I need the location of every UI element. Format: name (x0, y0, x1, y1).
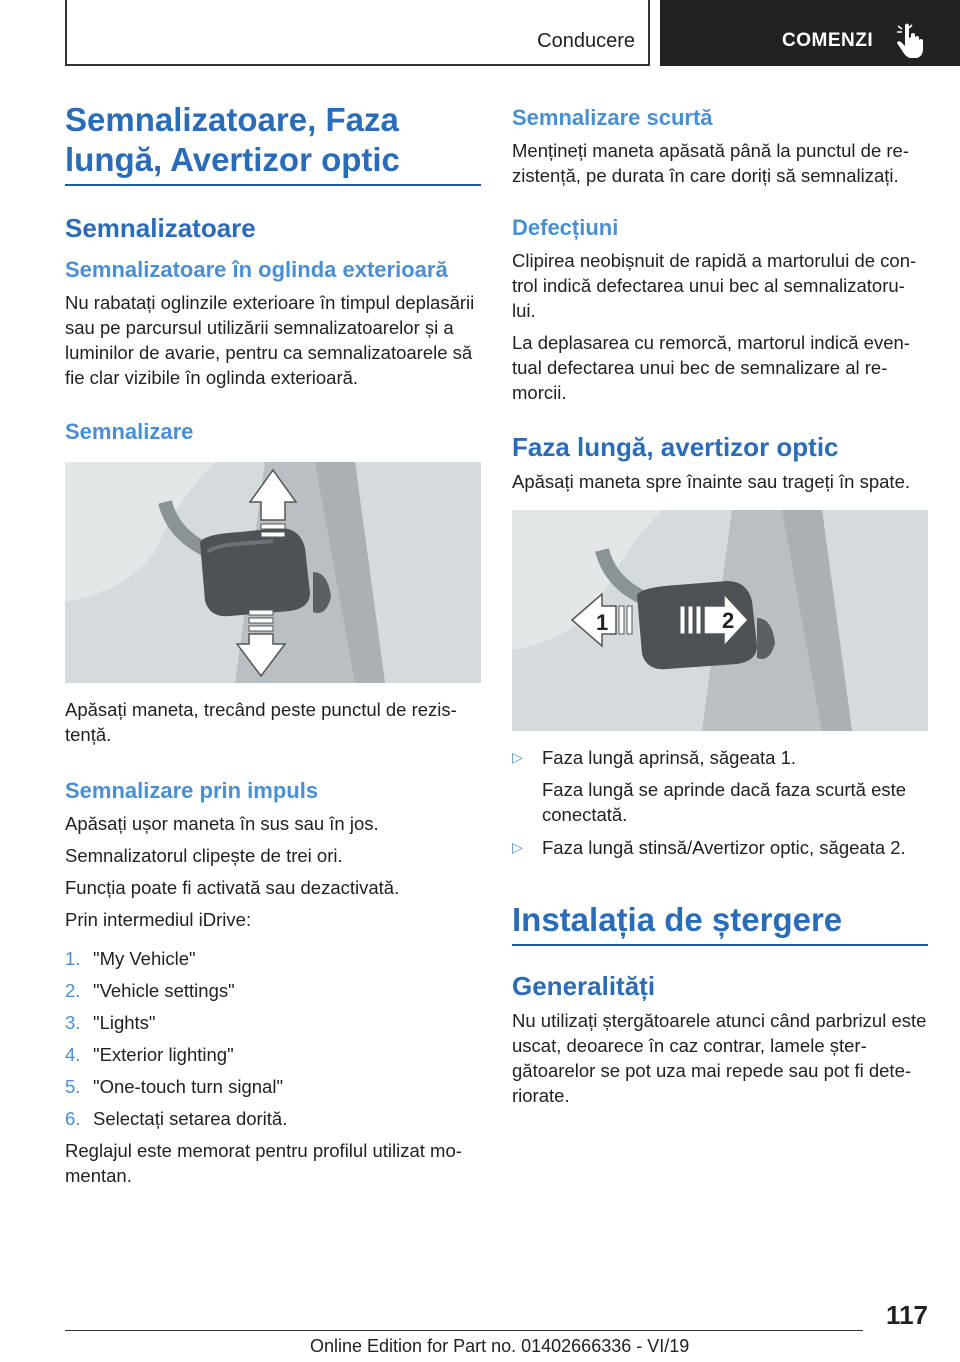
list-item (512, 835, 928, 860)
list-item-number: 6. (65, 1108, 81, 1129)
triangle-bullet-icon: ▷ (512, 839, 523, 855)
page-title: Semnalizatoare, Faza lungă, Avertizor optic (65, 101, 400, 178)
heading-mirror-signals: Semnalizatoare în oglinda exterioară (65, 257, 448, 282)
paragraph-mirror-signals: Nu rabatați oglinzile exterioare în timpul deplasării sau pe parcursul utilizării semnalizatoarelor și a luminilor de avarie, pentru ca semnalizatoarele să fie clar vizibile în oglinda exterioară. (65, 292, 475, 388)
turn-signal-lever-illustration (65, 462, 481, 683)
left-column (65, 100, 481, 1188)
bullet-main-text: Faza lungă aprinsă, săgeata 1. (542, 747, 797, 768)
header-section-label: Conducere (537, 30, 635, 52)
header-chapter-label: COMENZI (782, 30, 874, 51)
hand-pointer-icon (896, 22, 926, 58)
high-beam-lever-figure (512, 510, 928, 731)
paragraph-saved: Reglajul este memorat pentru profilul utilizat mo‐mentan. (65, 1140, 462, 1186)
list-item (65, 1042, 481, 1067)
heading-signals: Semnalizatoare (65, 213, 256, 243)
list-item-number: 2. (65, 980, 81, 1001)
paragraph-high-beam: Apăsați maneta spre înainte sau trageți în spate. (512, 471, 910, 492)
paragraph-faults-1: Clipirea neobișnuit de rapidă a martorului de con‐trol indică defectarea unui bec al semnalizatoru‐lui. (512, 250, 917, 321)
paragraph-general: Nu utilizați ștergătoarele atunci când parbrizul este uscat, deoarece în caz contrar, lamele șter‐gătoarelor se pot uza mai repede sau pot fi dete‐riorate. (512, 1010, 927, 1106)
wiper-title-rule (512, 944, 928, 946)
paragraph-impulse-4: Prin intermediul iDrive: (65, 909, 252, 930)
footer-rule (65, 1330, 863, 1331)
idrive-steps-list (65, 946, 481, 1131)
heading-short-signal: Semnalizare scurtă (512, 105, 713, 130)
list-item-number: 4. (65, 1044, 81, 1065)
list-item-text: "Lights" (93, 1012, 156, 1033)
list-item-number: 1. (65, 948, 81, 969)
heading-general: Generalități (512, 971, 656, 1001)
list-item-text: "Vehicle settings" (93, 980, 235, 1001)
arrow-label-1: 1 (596, 610, 609, 635)
turn-signal-lever-figure (65, 462, 481, 683)
bullet-sub-text: Faza lungă se aprinde dacă faza scurtă este conectată. (542, 779, 907, 825)
header-rule-left (65, 0, 67, 66)
list-item (512, 745, 928, 827)
list-item-text: Selectați setarea dorită. (93, 1108, 288, 1129)
arrow-label-2: 2 (722, 608, 735, 633)
heading-impulse: Semnalizare prin impuls (65, 778, 319, 803)
heading-signal: Semnalizare (65, 419, 194, 444)
paragraph-impulse-1: Apăsați ușor maneta în sus sau în jos. (65, 813, 379, 834)
list-item-text: "My Vehicle" (93, 948, 196, 969)
page-number: 117 (886, 1300, 928, 1330)
header-rule-bottom (65, 64, 650, 66)
paragraph-short-signal: Mențineți maneta apăsată până la punctul de re‐zistență, pe durata în care doriți să semnalizați. (512, 140, 909, 186)
list-item-number: 5. (65, 1076, 81, 1097)
header-chapter-tab[interactable] (660, 0, 960, 66)
list-item-text: "Exterior lighting" (93, 1044, 234, 1065)
triangle-bullet-icon: ▷ (512, 749, 523, 765)
list-item (65, 978, 481, 1003)
list-item (65, 1074, 481, 1099)
paragraph-signal: Apăsați maneta, trecând peste punctul de rezis‐tență. (65, 699, 457, 745)
paragraph-faults-2: La deplasarea cu remorcă, martorul indică even‐tual defectarea unui bec de semnalizare al re‐morcii. (512, 332, 910, 403)
high-beam-bullets (512, 745, 928, 860)
section-title-wiper: Instalația de ștergere (512, 901, 843, 938)
heading-faults: Defecțiuni (512, 215, 619, 240)
header-rule-mid (648, 0, 650, 66)
paragraph-impulse-2: Semnalizatorul clipește de trei ori. (65, 845, 343, 866)
list-item (65, 1106, 481, 1131)
list-item-text: "One-touch turn signal" (93, 1076, 284, 1097)
list-item (65, 946, 481, 971)
footer-edition: Online Edition for Part no. 01402666336 - VI/19 (310, 1336, 690, 1356)
bullet-main-text: Faza lungă stinsă/Avertizor optic, săgeata 2. (542, 837, 906, 858)
title-rule (65, 184, 481, 186)
high-beam-lever-illustration (512, 510, 928, 731)
list-item-number: 3. (65, 1012, 81, 1033)
right-column (512, 100, 928, 1108)
list-item (65, 1010, 481, 1035)
paragraph-impulse-3: Funcția poate fi activată sau dezactivată. (65, 877, 400, 898)
heading-high-beam: Faza lungă, avertizor optic (512, 432, 839, 462)
page-header (0, 0, 960, 66)
